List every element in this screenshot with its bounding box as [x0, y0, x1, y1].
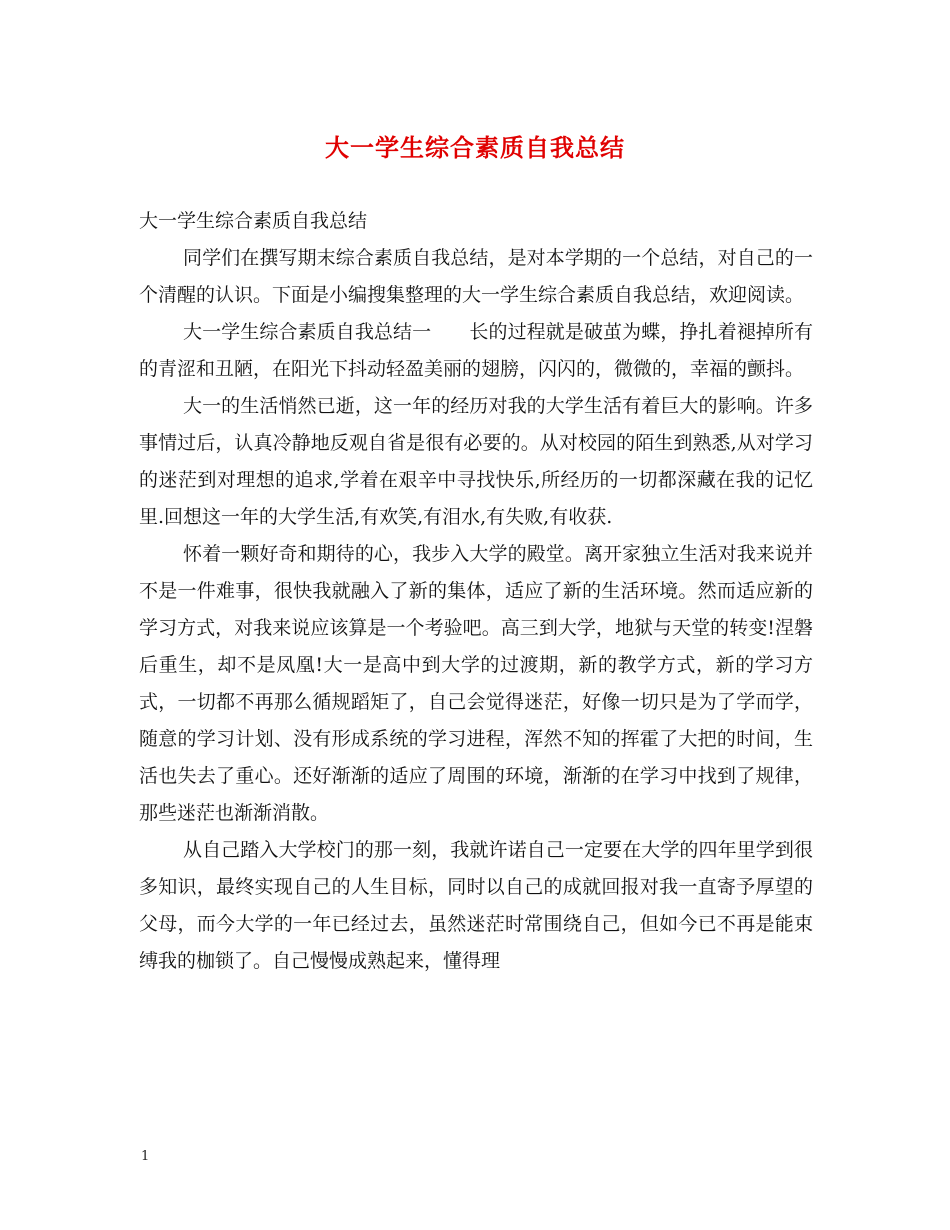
- paragraph: 大一的生活悄然已逝，这一年的经历对我的大学生活有着巨大的影响。许多事情过后，认真冷静地反观自省是很有必要的。从对校园的陌生到熟悉,从对学习的迷茫到对理想的追求,学着在艰辛中寻找快乐,所经历的一切都深藏在我的记忆里.回想这一年的大学生活,有欢笑,有泪水,有失败,有收获.: [139, 395, 813, 528]
- paragraph: 同学们在撰写期末综合素质自我总结，是对本学期的一个总结，对自己的一个清醒的认识。下面是小编搜集整理的大一学生综合素质自我总结，欢迎阅读。: [139, 247, 813, 306]
- document-title: 大一学生综合素质自我总结: [325, 133, 625, 162]
- paragraph: 大一学生综合素质自我总结一 长的过程就是破茧为蝶，挣扎着褪掉所有的青涩和丑陋，在阳光下抖动轻盈美丽的翅膀，闪闪的，微微的，幸福的颤抖。: [139, 321, 813, 380]
- paragraph: 从自己踏入大学校门的那一刻，我就许诺自己一定要在大学的四年里学到很多知识，最终实现自己的人生目标，同时以自己的成就回报对我一直寄予厚望的父母，而今大学的一年已经过去，虽然迷茫时常围绕自己，但如今已不再是能束缚我的枷锁了。自己慢慢成熟起来，懂得理: [139, 839, 813, 972]
- section-heading: 大一学生综合素质自我总结: [139, 210, 368, 232]
- page-number: 1: [141, 1149, 150, 1164]
- paragraph: 怀着一颗好奇和期待的心，我步入大学的殿堂。离开家独立生活对我来说并不是一件难事，很快我就融入了新的集体，适应了新的生活环境。然而适应新的学习方式，对我来说应该算是一个考验吧。高三到大学，地狱与天堂的转变!涅磐后重生，却不是凤凰!大一是高中到大学的过渡期，新的教学方式，新的学习方式，一切都不再那么循规蹈矩了，自己会觉得迷茫，好像一切只是为了学而学，随意的学习计划、没有形成系统的学习进程，浑然不知的挥霍了大把的时间，生活也失去了重心。还好渐渐的适应了周围的环境，渐渐的在学习中找到了规律，那些迷茫也渐渐消散。: [139, 543, 813, 824]
- document-body: [139, 203, 813, 980]
